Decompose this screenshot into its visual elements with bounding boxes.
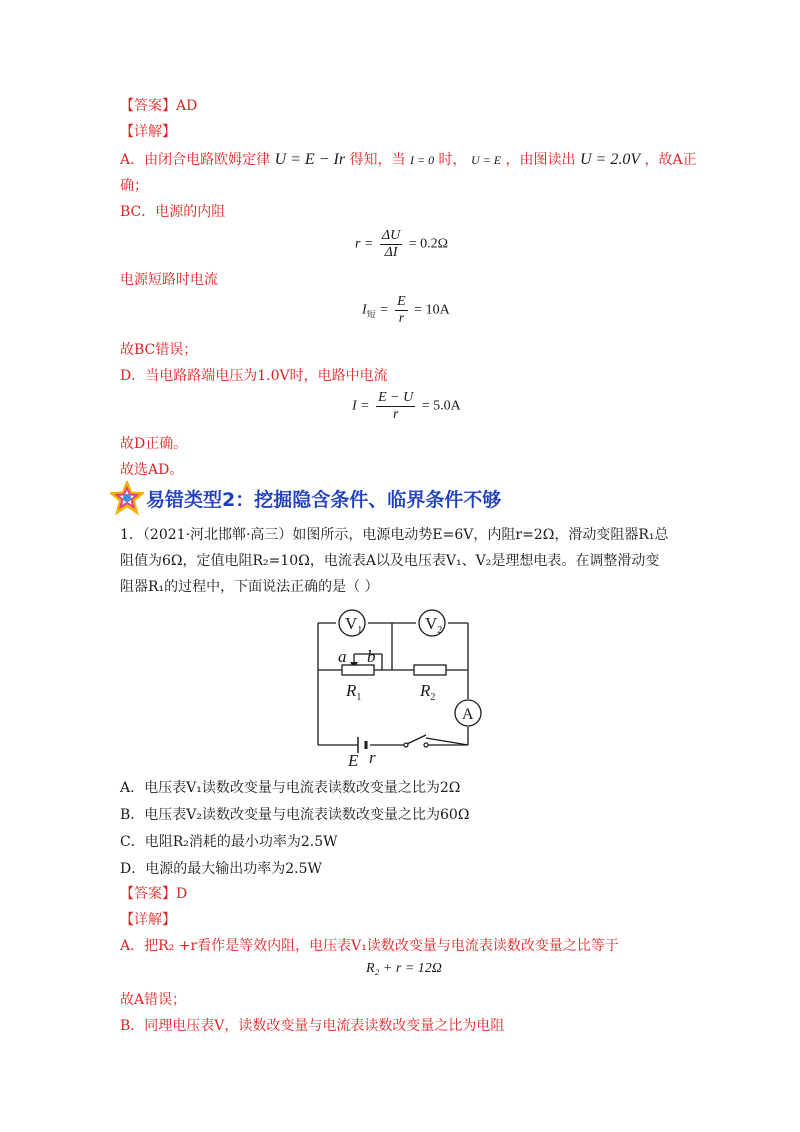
eq-i-den: r [398,311,405,326]
section-heading: 易错类型2：挖掘隐含条件、临界条件不够 [146,489,502,511]
eq-i2-rhs: = 5.0A [421,398,461,414]
option-b: B．电压表V₂读数改变量与电流表读数改变量之比为60Ω [120,807,470,823]
answer-value: AD [176,98,198,114]
option-a: A．电压表V₁读数改变量与电流表读数改变量之比为2Ω [120,780,461,796]
star-icon [110,481,144,515]
option-d: D．电源的最大输出功率为2.5W [120,861,322,877]
solution-a-text-3: 时， [438,152,467,168]
answer-label: 【答案】 [120,98,176,114]
solution-2-line-a: A．把R₂ +r看作是等效内阻，电压表V₁读数改变量与电流表读数改变量之比等于 [120,938,619,954]
short-circuit-label: 电源短路时电流 [120,272,218,288]
solution-a-text-1: A．由闭合电路欧姆定律 [120,152,271,168]
internal-r-label: r [369,748,376,767]
final-choice: 故选AD。 [120,462,184,478]
r1-label: $R_1$ [346,681,362,703]
bc-conclusion: 故BC错误； [120,342,198,358]
current-at-1v-equation [352,390,461,423]
short-circuit-current-equation [362,294,450,327]
question-1-line-3: 阻器R₁的过程中，下面说法正确的是（ ） [120,579,379,595]
eq-i2-den: r [392,407,399,422]
v1-label: $V_1$ [345,614,363,636]
detail-label-1: 【详解】 [120,124,176,140]
resistor-r1 [342,665,374,675]
answer-2-value: D [176,886,188,902]
solution-a-text-5: ，故A正 [644,152,697,168]
label-b: b [367,647,376,666]
switch [404,735,428,747]
question-1-line-1: 1．（2021·河北邯郸·高三）如图所示，电源电动势E=6V，内阻r=2Ω，滑动变阻器R₁总 [120,527,669,543]
solution-2-line-b: B．同理电压表V，读数改变量与电流表读数改变量之比为电阻 [120,1018,505,1034]
eq-i-num: E [397,294,406,309]
resistor-r2 [414,665,446,675]
eq-i2-num: E − U [378,390,414,405]
solution-line-d: D．当电路路端电压为1.0V时，电路中电流 [120,368,388,384]
eq-i-equals: = [379,302,389,318]
detail-label-2: 【详解】 [120,912,176,928]
eq-r-num: ΔU [381,228,401,243]
answer-line-2 [120,884,187,904]
eq-r-den: ΔI [384,245,398,260]
v2-label: $V_2$ [425,614,443,636]
internal-resistance-equation [355,228,448,261]
solution-a-text-2: 得知，当 [349,152,406,168]
solution-a-text-4: ，由图读出 [505,152,576,168]
equivalent-resistance-equation: R₂ + r = 12Ω [366,961,442,976]
solution-a-continued: 确； [120,178,148,194]
eq-i2-fraction [376,390,415,423]
eq-i-sub: 短 [366,309,376,320]
question-1-line-2: 阻值为6Ω，定值电阻R₂=10Ω，电流表A以及电压表V₁、V₂是理想电表。在调整滑动变 [120,553,660,569]
option-c: C．电阻R₂消耗的最小功率为2.5W [120,834,338,850]
solution-line-bc: BC．电源的内阻 [120,204,226,220]
condition-i-zero: I = 0 [409,153,435,167]
ammeter-label: A [462,706,474,723]
circuit-diagram [300,603,500,773]
eq-i2-lhs: I = [352,398,370,414]
eq-r-lhs: r = [355,236,374,252]
d-conclusion: 故D正确。 [120,436,188,452]
reading-u-value: U = 2.0V [579,151,641,168]
solution-line-a [120,150,697,170]
a-conclusion: 故A错误； [120,992,187,1008]
eq-i-rhs: = 10A [414,302,450,318]
eq-r-rhs: = 0.2Ω [408,236,449,252]
ohm-law-formula: U = E − Ir [274,151,346,168]
eq-i-lhs: I [362,302,367,318]
label-a: a [338,647,347,666]
answer-line-1 [120,96,197,116]
condition-u-e: U = E [470,153,502,167]
eq-i-fraction [395,294,408,327]
emf-label: E [348,751,359,770]
answer-2-label: 【答案】 [120,886,176,902]
eq-r-fraction [380,228,402,261]
r2-label: $R_2$ [420,681,436,703]
